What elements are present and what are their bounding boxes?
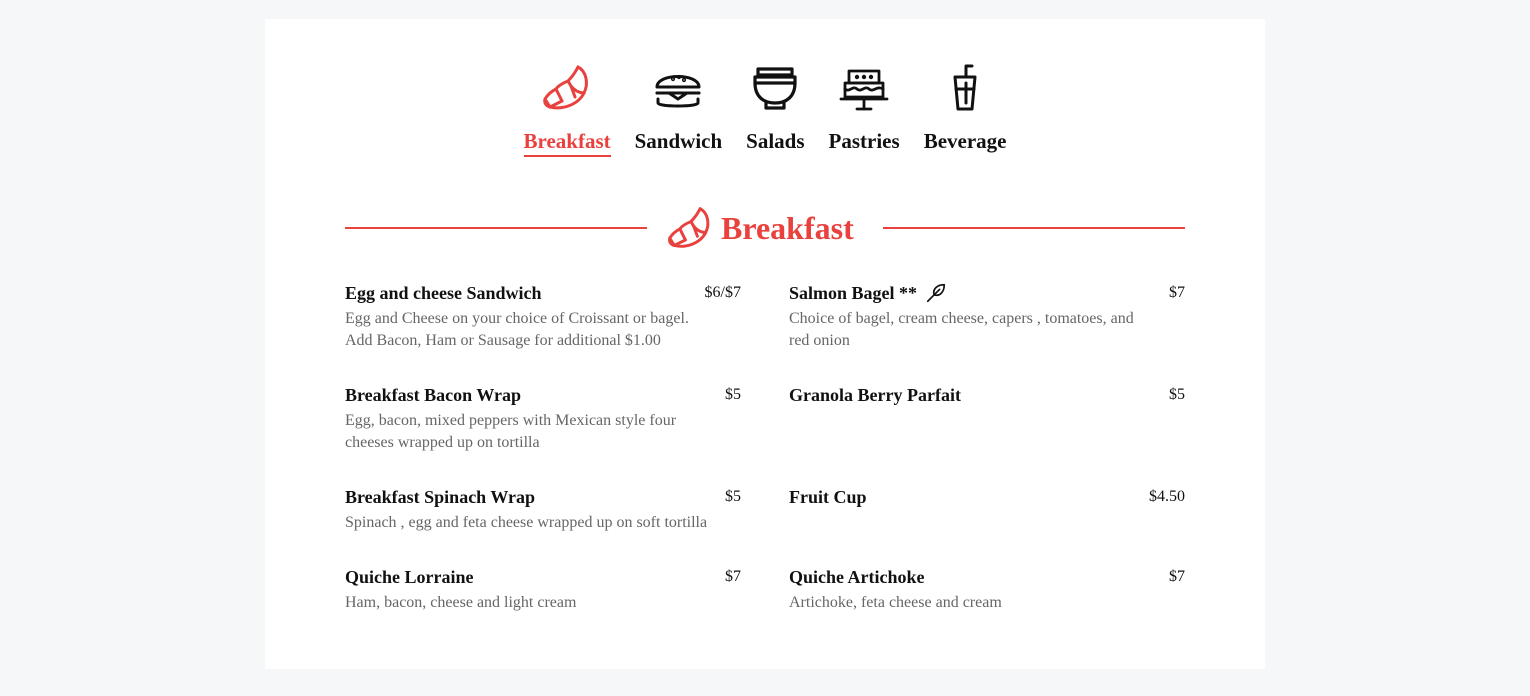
item-name: Quiche Lorraine bbox=[345, 566, 474, 587]
croissant-icon bbox=[667, 205, 713, 251]
item-price: $5 bbox=[1169, 386, 1185, 403]
item-price: $5 bbox=[725, 488, 741, 505]
item-name: Egg and cheese Sandwich bbox=[345, 282, 542, 303]
menu-item[interactable] bbox=[345, 383, 741, 454]
tab-salads[interactable] bbox=[746, 63, 804, 157]
burger-icon bbox=[653, 63, 703, 113]
item-price: $7 bbox=[725, 568, 741, 585]
menu-item[interactable] bbox=[789, 485, 1185, 512]
menu-item[interactable] bbox=[789, 565, 1185, 614]
tab-label: Pastries bbox=[828, 129, 900, 153]
item-price: $5 bbox=[725, 386, 741, 403]
item-description: Egg, bacon, mixed peppers with Mexican style four cheeses wrapped up on tortilla bbox=[345, 412, 677, 451]
item-name: Quiche Artichoke bbox=[789, 566, 925, 587]
item-description: Choice of bagel, cream cheese, capers , tomatoes, and red onion bbox=[789, 310, 1134, 349]
tab-breakfast[interactable] bbox=[524, 63, 611, 157]
tab-label: Salads bbox=[746, 129, 805, 153]
cup-icon bbox=[940, 63, 990, 113]
croissant-icon bbox=[542, 63, 592, 113]
item-price: $6/$7 bbox=[704, 284, 741, 301]
item-name: Breakfast Bacon Wrap bbox=[345, 384, 522, 405]
item-price: $7 bbox=[1169, 284, 1185, 301]
item-name: Granola Berry Parfait bbox=[789, 384, 961, 405]
item-price: $4.50 bbox=[1149, 488, 1185, 505]
cake-icon bbox=[839, 63, 889, 113]
divider bbox=[345, 227, 647, 229]
item-name: Breakfast Spinach Wrap bbox=[345, 486, 536, 507]
section-title: Breakfast bbox=[721, 209, 854, 246]
tab-label: Beverage bbox=[923, 129, 1007, 153]
tab-sandwich[interactable] bbox=[635, 63, 723, 157]
tab-beverage[interactable] bbox=[924, 63, 1007, 157]
tab-pastries[interactable] bbox=[829, 63, 900, 157]
divider bbox=[883, 227, 1185, 229]
menu-card bbox=[265, 19, 1265, 669]
menu-item[interactable] bbox=[345, 565, 741, 614]
item-description: Ham, bacon, cheese and light cream bbox=[345, 594, 577, 611]
menu-item[interactable] bbox=[345, 485, 741, 534]
item-description: Spinach , egg and feta cheese wrapped up on soft tortilla bbox=[345, 514, 708, 531]
tab-label: Sandwich bbox=[634, 129, 723, 153]
item-description: Artichoke, feta cheese and cream bbox=[789, 594, 1002, 611]
item-name: Salmon Bagel ** bbox=[789, 282, 918, 303]
item-name: Fruit Cup bbox=[789, 486, 867, 507]
menu-item[interactable] bbox=[789, 281, 1185, 352]
section-title-group bbox=[667, 203, 854, 253]
item-description: Egg and Cheese on your choice of Croissant or bagel. Add Bacon, Ham or Sausage for additional $1.00 bbox=[345, 310, 689, 349]
menu-item[interactable] bbox=[345, 281, 741, 352]
section-header bbox=[345, 203, 1185, 253]
leaf-icon bbox=[925, 282, 947, 304]
tab-label: Breakfast bbox=[524, 129, 611, 157]
category-tabs bbox=[265, 63, 1265, 157]
menu-item[interactable] bbox=[789, 383, 1185, 410]
bowl-icon bbox=[750, 63, 800, 113]
item-price: $7 bbox=[1169, 568, 1185, 585]
